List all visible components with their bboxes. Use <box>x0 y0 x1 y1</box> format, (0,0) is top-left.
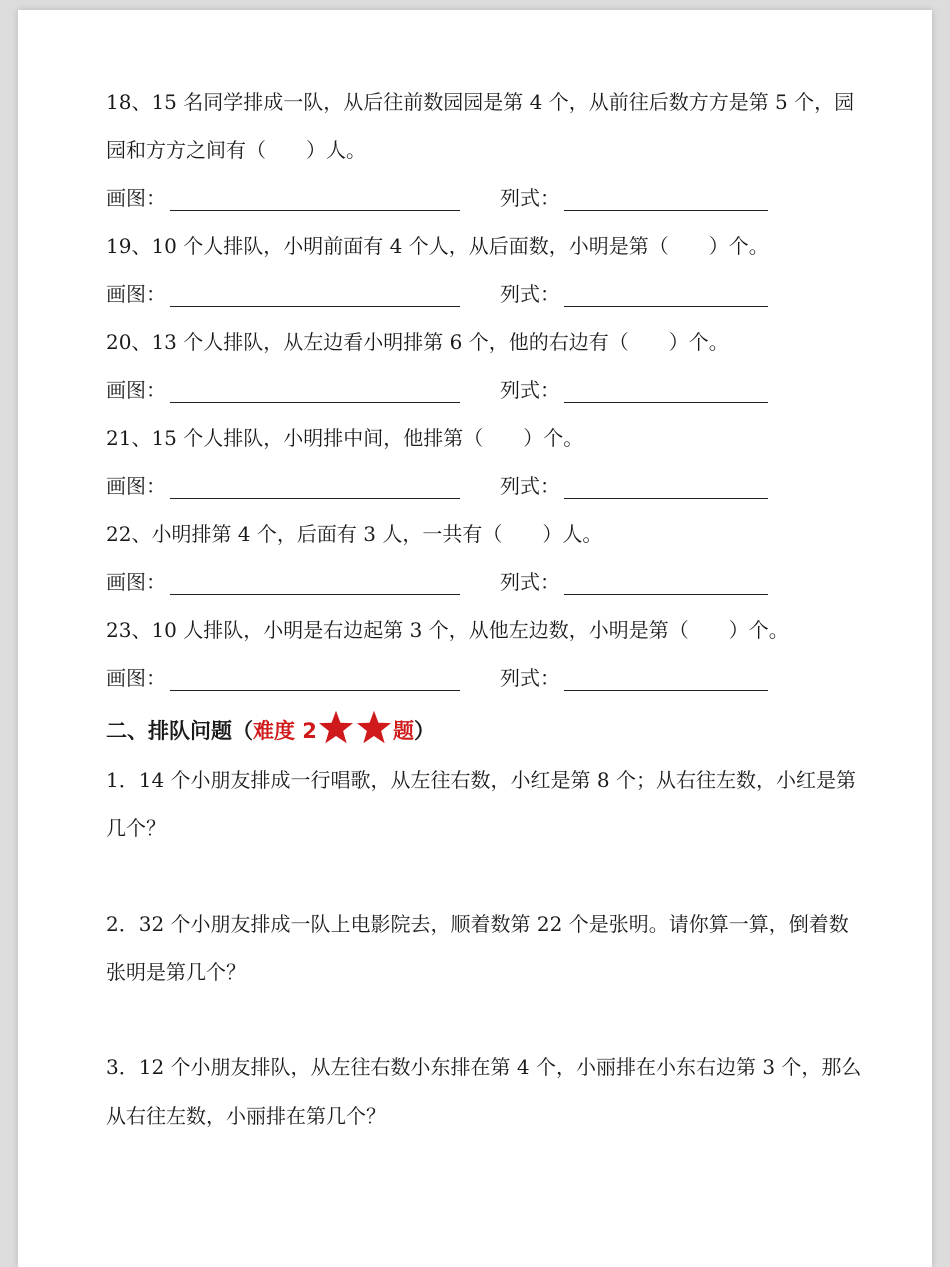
star-icon <box>318 710 354 744</box>
calc-answer-blank[interactable] <box>564 690 768 691</box>
star-icon <box>356 710 392 744</box>
draw-label: 画图： <box>106 378 166 402</box>
question-19: 19、10 个人排队，小明前面有 4 个人，从后面数，小明是第（ ）个。 <box>106 234 769 258</box>
draw-answer-blank[interactable] <box>170 594 460 595</box>
draw-answer-blank[interactable] <box>170 210 460 211</box>
section-prefix: 二、排队问题（ <box>106 719 253 743</box>
calc-label: 列式： <box>500 378 560 402</box>
draw-answer-blank[interactable] <box>170 306 460 307</box>
question-18-line-1: 18、15 名同学排成一队，从后往前数园园是第 4 个，从前往后数方方是第 5 个，园 <box>106 90 855 114</box>
draw-label: 画图： <box>106 186 166 210</box>
word-problem-2-line-1: 2．32 个小朋友排成一队上电影院去，顺着数第 22 个是张明。请你算一算，倒着数 <box>106 912 849 936</box>
question-23: 23、10 人排队，小明是右边起第 3 个，从他左边数，小明是第（ ）个。 <box>106 618 789 642</box>
section-suffix: ） <box>413 719 435 743</box>
question-18-line-2: 园和方方之间有（ ）人。 <box>106 138 366 162</box>
question-20-work-row <box>106 376 866 406</box>
calc-answer-blank[interactable] <box>564 594 768 595</box>
word-problem-3-line-1: 3．12 个小朋友排队，从左往右数小东排在第 4 个，小丽排在小东右边第 3 个，那么 <box>106 1055 862 1079</box>
section-heading <box>106 710 435 746</box>
calc-answer-blank[interactable] <box>564 498 768 499</box>
difficulty-label: 难度 2 <box>253 719 317 743</box>
draw-label: 画图： <box>106 474 166 498</box>
question-21-work-row <box>106 472 866 502</box>
word-problem-3-line-2: 从右往左数，小丽排在第几个？ <box>106 1104 386 1128</box>
difficulty-stars <box>317 719 393 743</box>
question-23-work-row <box>106 664 866 694</box>
question-21: 21、15 个人排队，小明排中间，他排第（ ）个。 <box>106 426 584 450</box>
draw-answer-blank[interactable] <box>170 498 460 499</box>
question-20: 20、13 个人排队，从左边看小明排第 6 个，他的右边有（ ）个。 <box>106 330 729 354</box>
word-problem-1-line-2: 几个？ <box>106 816 166 840</box>
difficulty-suffix: 题 <box>392 719 414 743</box>
calc-label: 列式： <box>500 570 560 594</box>
calc-label: 列式： <box>500 666 560 690</box>
question-18-work-row <box>106 184 866 214</box>
word-problem-1-line-1: 1．14 个小朋友排成一行唱歌，从左往右数，小红是第 8 个；从右往左数，小红是第 <box>106 768 856 792</box>
calc-answer-blank[interactable] <box>564 306 768 307</box>
draw-label: 画图： <box>106 570 166 594</box>
calc-label: 列式： <box>500 474 560 498</box>
calc-answer-blank[interactable] <box>564 210 768 211</box>
question-22-work-row <box>106 568 866 598</box>
draw-label: 画图： <box>106 282 166 306</box>
question-22: 22、小明排第 4 个，后面有 3 人，一共有（ ）人。 <box>106 522 603 546</box>
calc-label: 列式： <box>500 282 560 306</box>
word-problem-2-line-2: 张明是第几个？ <box>106 960 246 984</box>
question-19-work-row <box>106 280 866 310</box>
calc-answer-blank[interactable] <box>564 402 768 403</box>
calc-label: 列式： <box>500 186 560 210</box>
draw-answer-blank[interactable] <box>170 690 460 691</box>
draw-answer-blank[interactable] <box>170 402 460 403</box>
worksheet-page <box>18 10 932 1267</box>
draw-label: 画图： <box>106 666 166 690</box>
